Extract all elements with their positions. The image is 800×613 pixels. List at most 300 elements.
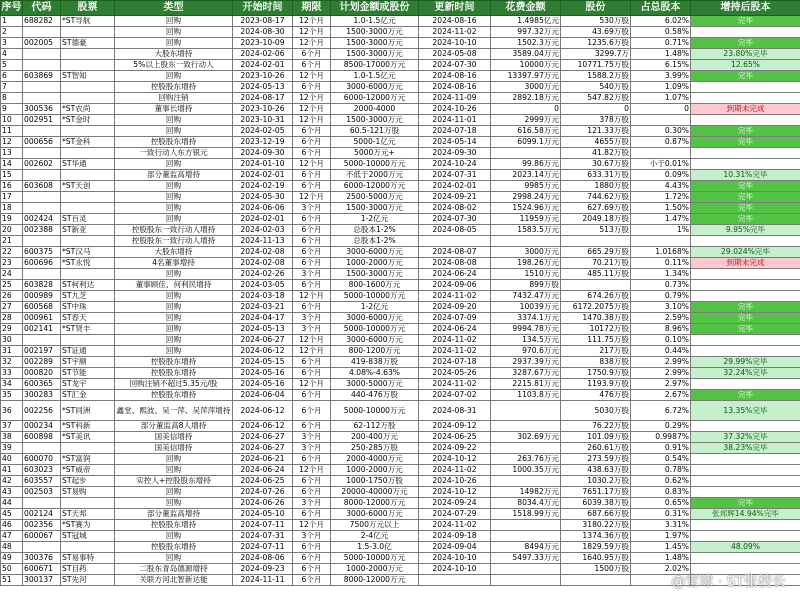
cell-type: 鑫堂、熙波、吴一萍、吴萍萍增持 [115,401,233,421]
cell-seq: 41 [1,465,23,476]
cell-seq: 2 [1,27,23,38]
cell-code: 300283 [23,390,61,401]
table-body [1,16,800,586]
cell-start-date: 2024-11-13 [233,236,293,247]
cell-seq: 36 [1,401,23,421]
cell-plan-amount: 1-2亿元 [331,214,419,225]
cell-update-date: 2024-07-09 [419,313,491,324]
cell-start-date: 2024-02-08 [233,247,293,258]
cell-seq: 46 [1,520,23,531]
cell-shares: 438.63万股 [561,465,631,476]
cell-update-date: 2024-07-18 [419,126,491,137]
cell-type: 回购 [115,192,233,203]
cell-stock: *ST同洲 [61,401,115,421]
header-start-date: 开始时间 [233,1,293,16]
cell-update-date: 2024-07-29 [419,509,491,520]
cell-post-ratio: 29.99%完毕 [691,357,800,368]
cell-stock: ST冠城 [61,531,115,542]
cell-start-date: 2024-02-03 [233,225,293,236]
cell-plan-amount: 5000-10000万元 [331,291,419,302]
table-row [1,170,800,181]
cell-spent-amount [491,476,561,487]
cell-spent-amount: 302.69万元 [491,432,561,443]
cell-code [23,443,61,454]
cell-code: 000961 [23,313,61,324]
cell-pct-total [631,575,691,586]
cell-update-date: 2024-09-22 [419,443,491,454]
cell-plan-amount: 1000-2000万元 [331,564,419,575]
cell-post-ratio [691,346,800,357]
cell-stock [61,60,115,71]
cell-spent-amount: 3287.67万元 [491,368,561,379]
cell-start-date: 2024-02-01 [233,170,293,181]
cell-spent-amount: 970.6万元 [491,346,561,357]
cell-period: 6个月 [293,368,331,379]
cell-stock [61,335,115,346]
cell-spent-amount [491,520,561,531]
cell-spent-amount [491,575,561,586]
cell-plan-amount: 7500万元以上 [331,520,419,531]
cell-code [23,93,61,104]
cell-spent-amount: 7432.47万元 [491,291,561,302]
cell-code: 002388 [23,225,61,236]
table-row [1,148,800,159]
cell-stock [61,27,115,38]
cell-stock [61,170,115,181]
cell-pct-total: 6.72% [631,401,691,421]
cell-pct-total: 0.30% [631,126,691,137]
cell-shares: 273.59万股 [561,454,631,465]
cell-period: 3个月 [293,498,331,509]
cell-period: 3个月 [293,269,331,280]
cell-pct-total: 8.96% [631,324,691,335]
cell-period: 12个月 [293,71,331,82]
cell-type: 回购 [115,313,233,324]
cell-start-date: 2023-10-26 [233,71,293,82]
cell-type: 回购 [115,214,233,225]
cell-plan-amount: 1.0-1.5亿元 [331,71,419,82]
cell-stock: ST华通 [61,159,115,170]
cell-type: 回购 [115,38,233,49]
cell-pct-total: 6.15% [631,60,691,71]
cell-stock: ST起步 [61,476,115,487]
cell-plan-amount: 5000-10000万元 [331,159,419,170]
cell-period: 6个月 [293,509,331,520]
cell-update-date: 2024-11-02 [419,465,491,476]
cell-update-date: 2024-11-02 [419,346,491,357]
cell-pct-total: 2.97% [631,379,691,390]
cell-code: 600696 [23,258,61,269]
cell-shares: 674.26万股 [561,291,631,302]
cell-shares: 1588.2万股 [561,71,631,82]
cell-plan-amount: 2-4亿元 [331,531,419,542]
table-row [1,181,800,192]
cell-type: 回购 [115,454,233,465]
cell-seq: 18 [1,203,23,214]
cell-spent-amount: 997.32万元 [491,27,561,38]
cell-type: 控股股东一致行动人增持 [115,236,233,247]
table-row [1,553,800,564]
cell-plan-amount: 5000-10000万元 [331,324,419,335]
cell-start-date: 2023-10-31 [233,115,293,126]
cell-type: 大股东增持 [115,247,233,258]
cell-spent-amount: 9994.78万元 [491,324,561,335]
cell-update-date: 2024-08-08 [419,258,491,269]
cell-shares: 1235.6万股 [561,38,631,49]
cell-pct-total: 3.31% [631,520,691,531]
cell-post-ratio [691,335,800,346]
cell-update-date [419,236,491,247]
cell-spent-amount: 1510万元 [491,269,561,280]
cell-period: 6个月 [293,214,331,225]
cell-post-ratio: 12.65% [691,60,800,71]
cell-type: 控股股东增持 [115,368,233,379]
cell-period: 12个月 [293,346,331,357]
cell-spent-amount [491,148,561,159]
table-row [1,390,800,401]
watermark: @雪球 · ST张校长 [671,574,786,590]
cell-seq: 16 [1,181,23,192]
cell-pct-total: 0.91% [631,443,691,454]
cell-post-ratio: 完毕 [691,71,800,82]
table-row [1,38,800,49]
cell-code [23,126,61,137]
cell-update-date: 2024-11-02 [419,27,491,38]
table-row [1,465,800,476]
cell-seq: 34 [1,379,23,390]
cell-stock [61,269,115,280]
cell-stock: ST春天 [61,313,115,324]
cell-shares [561,280,631,291]
cell-pct-total: 0.09% [631,170,691,181]
cell-plan-amount: 3000-6000万元 [331,509,419,520]
table-row [1,487,800,498]
cell-pct-total: 6.02% [631,16,691,27]
cell-type: 国美信增持 [115,432,233,443]
cell-post-ratio: 完毕 [691,38,800,49]
table-row [1,126,800,137]
table-row [1,225,800,236]
cell-stock: ST汇金 [61,390,115,401]
cell-spent-amount: 1518.99万元 [491,509,561,520]
cell-stock: ST节能 [61,368,115,379]
cell-spent-amount: 8034.4万元 [491,498,561,509]
cell-spent-amount: 134.5万元 [491,335,561,346]
cell-update-date: 2024-09-06 [419,280,491,291]
cell-shares: 5030万股 [561,401,631,421]
header-code: 代码 [23,1,61,16]
cell-code: 600067 [23,531,61,542]
cell-period: 6个月 [293,137,331,148]
cell-pct-total: 2.99% [631,368,691,379]
cell-plan-amount: 1500-3000万元 [331,49,419,60]
cell-code: 300536 [23,104,61,115]
cell-start-date: 2024-07-26 [233,487,293,498]
cell-type: 5%以上股东一致行动人 [115,60,233,71]
cell-spent-amount: 3000万元 [491,247,561,258]
cell-plan-amount: 1000-2000万元 [331,465,419,476]
cell-stock: *ST金时 [61,115,115,126]
cell-spent-amount: 1.4985亿元 [491,16,561,27]
cell-spent-amount: 1583.5万元 [491,225,561,236]
cell-code [23,49,61,60]
table-row [1,313,800,324]
cell-plan-amount: 1-2亿元 [331,302,419,313]
cell-plan-amount: 3000-6000万元 [331,247,419,258]
cell-pct-total: 0.10% [631,335,691,346]
cell-spent-amount: 3374.1万元 [491,313,561,324]
cell-code: 600568 [23,302,61,313]
cell-plan-amount: 800-1600万元 [331,280,419,291]
cell-pct-total: 3.10% [631,302,691,313]
cell-spent-amount: 2215.81万元 [491,379,561,390]
cell-seq: 33 [1,368,23,379]
table-row [1,421,800,432]
cell-code: 000234 [23,421,61,432]
cell-start-date: 2024-07-31 [233,531,293,542]
header-seq: 序号 [1,1,23,16]
cell-pct-total: 1.47% [631,214,691,225]
cell-update-date: 2024-11-02 [419,379,491,390]
cell-post-ratio: 29.024%完毕 [691,247,800,258]
cell-plan-amount: 1.5-3.0亿 [331,542,419,553]
cell-post-ratio [691,27,800,38]
cell-spent-amount: 10039万元 [491,302,561,313]
cell-shares: 1193.9万股 [561,379,631,390]
cell-shares: 1030.2万股 [561,476,631,487]
cell-stock: ST德豪 [61,38,115,49]
cell-code: 600671 [23,564,61,575]
cell-shares: 540万股 [561,82,631,93]
cell-spent-amount [491,421,561,432]
table-row [1,137,800,148]
cell-post-ratio: 完毕 [691,302,800,313]
cell-shares: 476万股 [561,390,631,401]
cell-type: 回购 [115,159,233,170]
cell-update-date: 2024-07-31 [419,170,491,181]
cell-stock [61,203,115,214]
cell-seq: 43 [1,487,23,498]
cell-post-ratio [691,476,800,487]
cell-spent-amount: 5497.33万元 [491,553,561,564]
header-pct-total: 占总股本 [631,1,691,16]
cell-type: 大股东增持 [115,49,233,60]
cell-update-date: 2024-09-20 [419,302,491,313]
cell-plan-amount: 419-838万股 [331,357,419,368]
cell-pct-total: 1.0168% [631,247,691,258]
table-row [1,454,800,465]
cell-pct-total: 0.54% [631,454,691,465]
cell-update-date: 2024-08-02 [419,203,491,214]
cell-start-date: 2024-05-16 [233,368,293,379]
cell-period: 6个月 [293,247,331,258]
cell-period: 12个月 [293,465,331,476]
cell-stock: *ST永悦 [61,258,115,269]
cell-period: 3个月 [293,443,331,454]
header-period: 期限 [293,1,331,16]
cell-seq: 21 [1,236,23,247]
cell-seq: 32 [1,357,23,368]
cell-seq: 9 [1,104,23,115]
cell-type: 回购 [115,16,233,27]
cell-start-date: 2023-12-19 [233,137,293,148]
cell-code [23,82,61,93]
cell-stock [61,236,115,247]
cell-post-ratio: 完毕 [691,214,800,225]
cell-pct-total: 0.65% [631,498,691,509]
table-row [1,258,800,269]
cell-post-ratio [691,148,800,159]
cell-shares: 111.75万股 [561,335,631,346]
cell-period: 6个月 [293,390,331,401]
cell-period: 6个月 [293,258,331,269]
cell-stock: *ST导航 [61,16,115,27]
cell-pct-total: 1.48% [631,553,691,564]
cell-seq: 22 [1,247,23,258]
cell-update-date: 2024-07-02 [419,390,491,401]
cell-pct-total: 0.31% [631,509,691,520]
cell-post-ratio [691,465,800,476]
cell-spent-amount: 3000万元 [491,82,561,93]
cell-post-ratio: 完毕 [691,16,800,27]
cell-type: 控股股东增持 [115,520,233,531]
cell-post-ratio: 完毕 [691,324,800,335]
cell-spent-amount: 1524.96万元 [491,203,561,214]
cell-period: 6个月 [293,148,331,159]
table-row [1,476,800,487]
cell-period: 12个月 [293,291,331,302]
cell-spent-amount: 1103.8万元 [491,390,561,401]
cell-period: 6个月 [293,60,331,71]
table-row [1,203,800,214]
cell-period: 3个月 [293,313,331,324]
cell-update-date: 2024-08-16 [419,82,491,93]
cell-pct-total: 2.02% [631,564,691,575]
cell-type: 一致行动人东方银元 [115,148,233,159]
cell-type: 回购 [115,553,233,564]
cell-type: 回购 [115,126,233,137]
cell-shares: 30.67万股 [561,159,631,170]
cell-update-date: 2024-10-10 [419,38,491,49]
cell-type: 回购 [115,346,233,357]
cell-post-ratio: 9.95%完毕 [691,225,800,236]
cell-plan-amount: 5000-1亿元 [331,137,419,148]
cell-spent-amount: 2892.18万元 [491,93,561,104]
cell-update-date: 2024-11-02 [419,335,491,346]
cell-shares: 10771.75万股 [561,60,631,71]
cell-code: 300376 [23,553,61,564]
header-plan-amount: 计划金额或股份 [331,1,419,16]
cell-code: 603828 [23,280,61,291]
cell-update-date: 2024-09-12 [419,421,491,432]
table-row [1,104,800,115]
cell-shares: 6039.38万股 [561,498,631,509]
cell-post-ratio: 完毕 [691,203,800,214]
cell-code [23,27,61,38]
cell-post-ratio: 37.32%完毕 [691,432,800,443]
cell-period: 3个月 [293,432,331,443]
cell-code: 002141 [23,324,61,335]
cell-stock [61,192,115,203]
table-row [1,379,800,390]
cell-code: 600375 [23,247,61,258]
cell-code: 000656 [23,137,61,148]
cell-spent-amount [491,443,561,454]
cell-seq: 40 [1,454,23,465]
cell-plan-amount: 3000-6000万元 [331,335,419,346]
table-row [1,159,800,170]
cell-type: 部分董监高8人增持 [115,421,233,432]
header-row [1,1,800,16]
cell-seq: 44 [1,498,23,509]
cell-shares: 76.22万股 [561,421,631,432]
cell-plan-amount: 2500-5000万元 [331,192,419,203]
cell-type: 回购 [115,465,233,476]
cell-plan-amount: 3000-6000万元 [331,313,419,324]
cell-post-ratio [691,291,800,302]
cell-pct-total: 0.78% [631,465,691,476]
cell-plan-amount: 1000-1750万股 [331,476,419,487]
table-row [1,60,800,71]
cell-start-date: 2024-05-15 [233,357,293,368]
cell-period: 3个月 [293,531,331,542]
cell-plan-amount: 5000万元+ [331,148,419,159]
cell-seq: 7 [1,82,23,93]
cell-seq: 47 [1,531,23,542]
cell-type: 回购 [115,531,233,542]
header-shares: 股份 [561,1,631,16]
table-row [1,82,800,93]
cell-shares: 0 [561,104,631,115]
cell-period: 6个月 [293,476,331,487]
cell-type: 二股东青岛德源增持 [115,564,233,575]
cell-stock: *ST农尚 [61,104,115,115]
cell-stock: ST先河 [61,575,115,586]
cell-code: 603557 [23,476,61,487]
cell-seq: 19 [1,214,23,225]
table-row [1,247,800,258]
table-row [1,115,800,126]
cell-seq: 11 [1,126,23,137]
cell-plan-amount: 1500-3000万元 [331,27,419,38]
cell-start-date: 2024-07-11 [233,520,293,531]
cell-update-date: 2024-11-02 [419,291,491,302]
cell-post-ratio [691,379,800,390]
cell-type: 国美信增持 [115,443,233,454]
cell-shares: 633.31万股 [561,170,631,181]
cell-stock: ST九芝 [61,291,115,302]
cell-seq: 49 [1,553,23,564]
cell-spent-amount: 10000万元 [491,60,561,71]
cell-seq: 17 [1,192,23,203]
cell-start-date: 2024-09-23 [233,564,293,575]
table-row [1,443,800,454]
cell-start-date: 2024-06-04 [233,390,293,401]
cell-period: 12个月 [293,93,331,104]
cell-type: 回购 [115,269,233,280]
cell-type: 回购注销 [115,93,233,104]
cell-start-date: 2024-03-18 [233,291,293,302]
cell-start-date: 2024-03-05 [233,280,293,291]
cell-start-date: 2024-06-27 [233,432,293,443]
cell-code [23,192,61,203]
cell-stock: *ST威帝 [61,465,115,476]
cell-shares: 7651.17万股 [561,487,631,498]
cell-update-date: 2024-02-01 [419,181,491,192]
cell-stock: ST龙宇 [61,379,115,390]
cell-post-ratio [691,575,800,586]
cell-pct-total: 小于0.01% [631,159,691,170]
